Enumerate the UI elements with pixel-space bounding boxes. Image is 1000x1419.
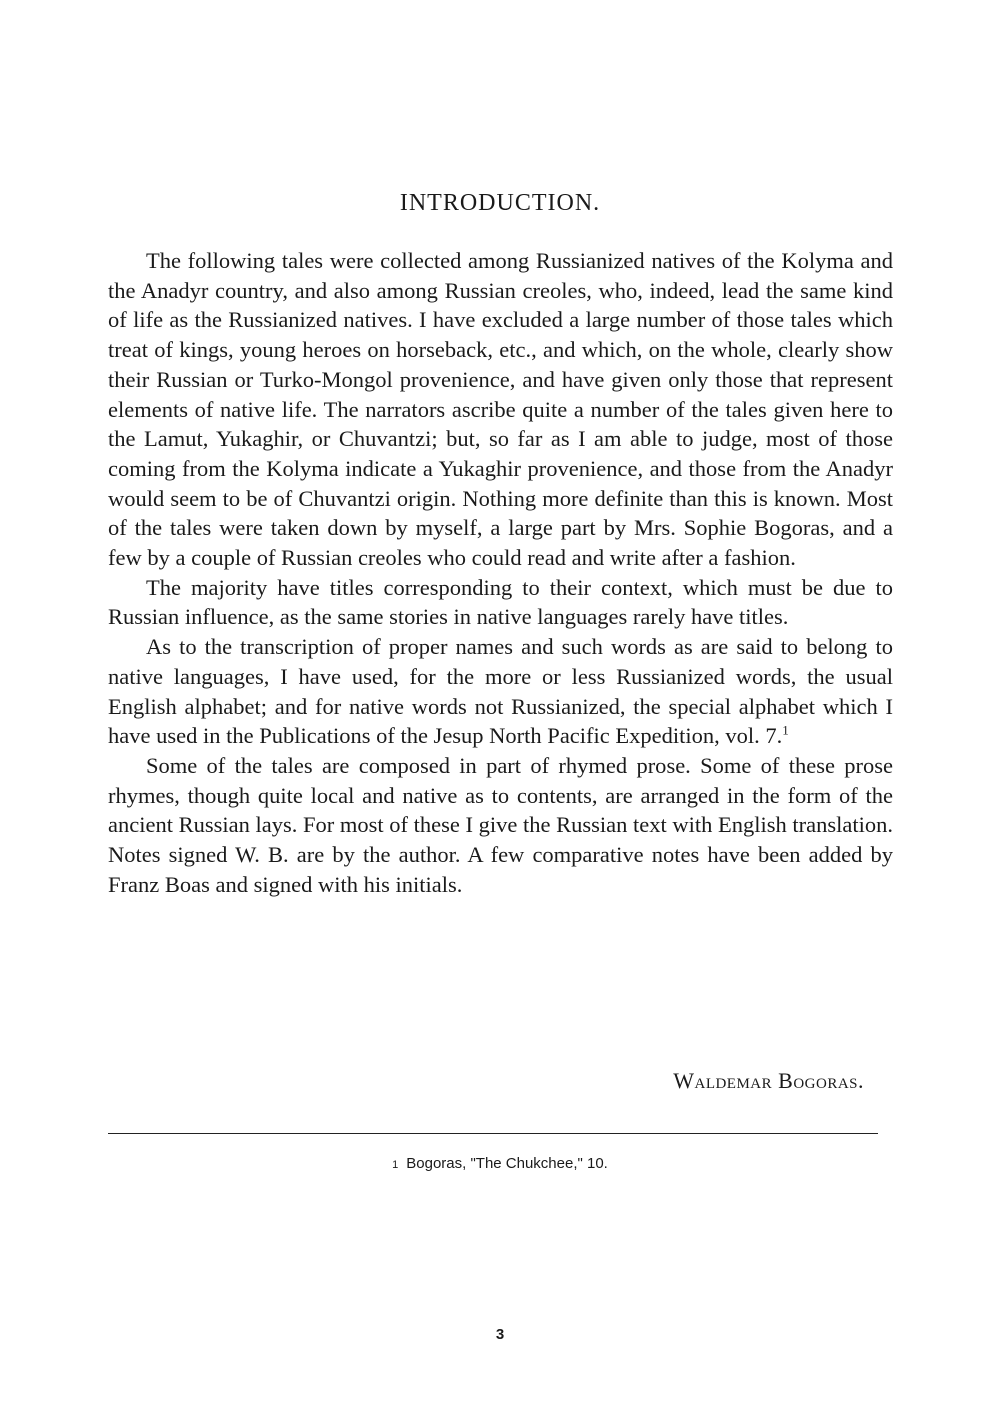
author-signature: Waldemar Bogoras. [673,1068,864,1093]
paragraph-2: The majority have titles corresponding to their context, which must be due to Russian influence, as the same stories in native languages rarely have titles. [108,574,893,630]
paragraph-3-text: As to the transcription of proper names and such words as are said to belong to native languages, I have used, for the more or less Russianized words, the usual English alphabet; and for native words not Russianized, the special alphabet which I have used in the Publications of the Jesup North Pacific Expedition, vol. 7. [108,634,893,749]
footnote [0,1155,1000,1172]
footnote-mark: 1 [392,1159,399,1171]
paragraph-4: Some of the tales are composed in part of rhymed prose. Some of these prose rhymes, though quite local and native as to contents, are arranged in the form of the ancient Russian lays. For most of these I give the Russian text with English translation. Notes signed W. B. are by the author. A few comparative notes have been added by Franz Boas and signed with his initials. [108,752,893,897]
footnote-reference: 1 [782,722,789,738]
paragraph-1: The following tales were collected among Russianized natives of the Kolyma and the Anadyr country, and also among Russian creoles, who, indeed, lead the same kind of life as the Russianized natives. I have excluded a large number of those tales which treat of kings, young heroes on horseback, etc., and which, on the whole, clearly show their Russian or Turko-Mongol provenience, and have given only those that represent elements of native life. The narrators ascribe quite a number of the tales given here to the Lamut, Yukaghir, or Chuvantzi; but, so far as I am able to judge, most of those coming from the Kolyma indicate a Yukaghir provenience, and those from the Anadyr would seem to be of Chuvantzi origin. Nothing more definite than this is known. Most of the tales were taken down by myself, a large part by Mrs. Sophie Bogoras, and a few by a couple of Russian creoles who could read and write after a fashion. [108,248,893,571]
footnote-divider [108,1133,878,1134]
footnote-text: Bogoras, "The Chukchee," 10. [406,1155,608,1172]
paragraph-3 [108,632,893,751]
introduction-body [108,246,893,899]
page-title: INTRODUCTION. [399,190,601,216]
page-number: 3 [495,1326,505,1343]
